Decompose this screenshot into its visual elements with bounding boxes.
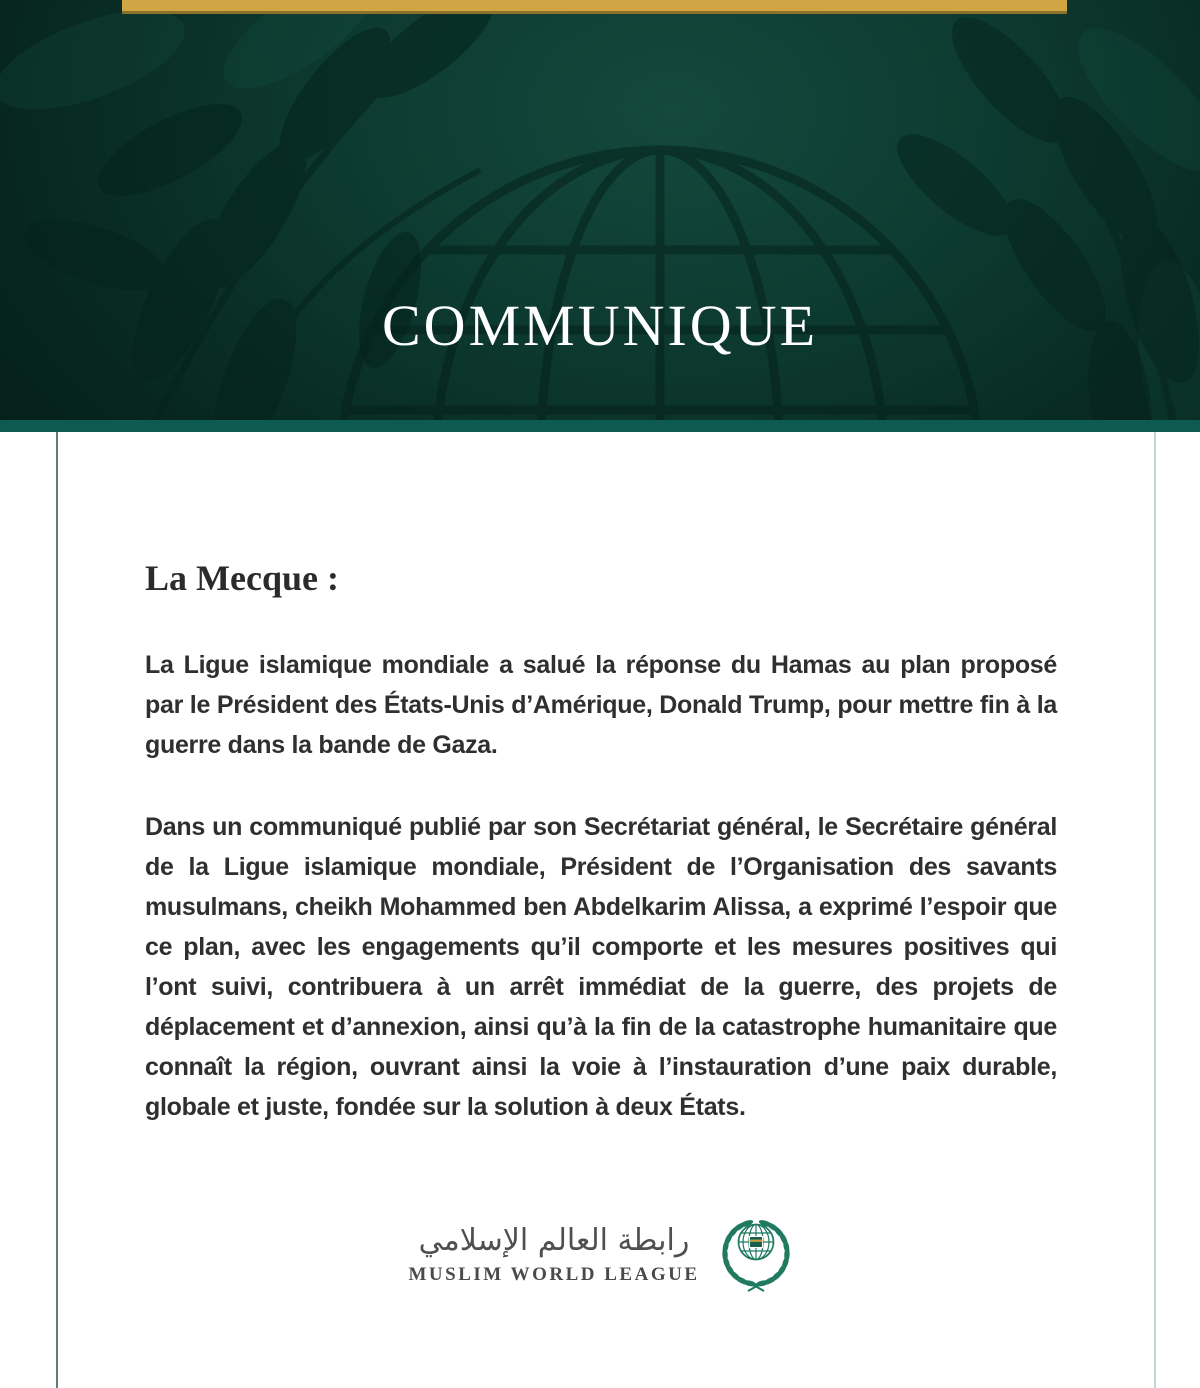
mwl-emblem-icon [718,1212,794,1294]
mwl-logo-text [408,1221,699,1286]
dateline-heading: La Mecque : [145,558,339,598]
kaaba-icon [749,1237,762,1248]
document-body [145,557,1057,1294]
paragraph-1: La Ligue islamique mondiale a salué la réponse du Hamas au plan proposé par le Président des États-Unis d’Amérique, Donald Trump, pour mettre fin à la guerre dans la bande de Gaza. [145,651,1057,759]
left-border-line [56,432,58,1388]
right-border-line [1154,432,1156,1388]
header-banner [0,0,1200,420]
gold-accent-bar [122,0,1067,14]
mwl-logo [145,1212,1057,1294]
paragraph-2: Dans un communiqué publié par son Secrétariat général, le Secrétaire général de la Ligue islamique mondiale, Président de l’Organisation des savants musulmans, cheikh Mohammed ben Abdelkarim Alissa, a exprimé l’espoir que ce plan, avec les engagements qu’il comporte et les mesures positives qui l’ont suivi, contribuera à un arrêt immédiat de la guerre, des projets de déplacement et d’annexion, ainsi qu’à la fin de la catastrophe humanitaire que connaît la région, ouvrant ainsi la voie à l’instauration d’une paix durable, globale et juste, fondée sur la solution à deux États. [145,813,1057,1121]
mwl-latin-name: MUSLIM WORLD LEAGUE [408,1263,700,1285]
mwl-arabic-calligraphy: رابطة العالم الإسلامي [418,1222,690,1258]
globe-watermark [340,150,980,420]
page-title: COMMUNIQUE [382,293,818,358]
teal-divider-strip [0,420,1200,432]
